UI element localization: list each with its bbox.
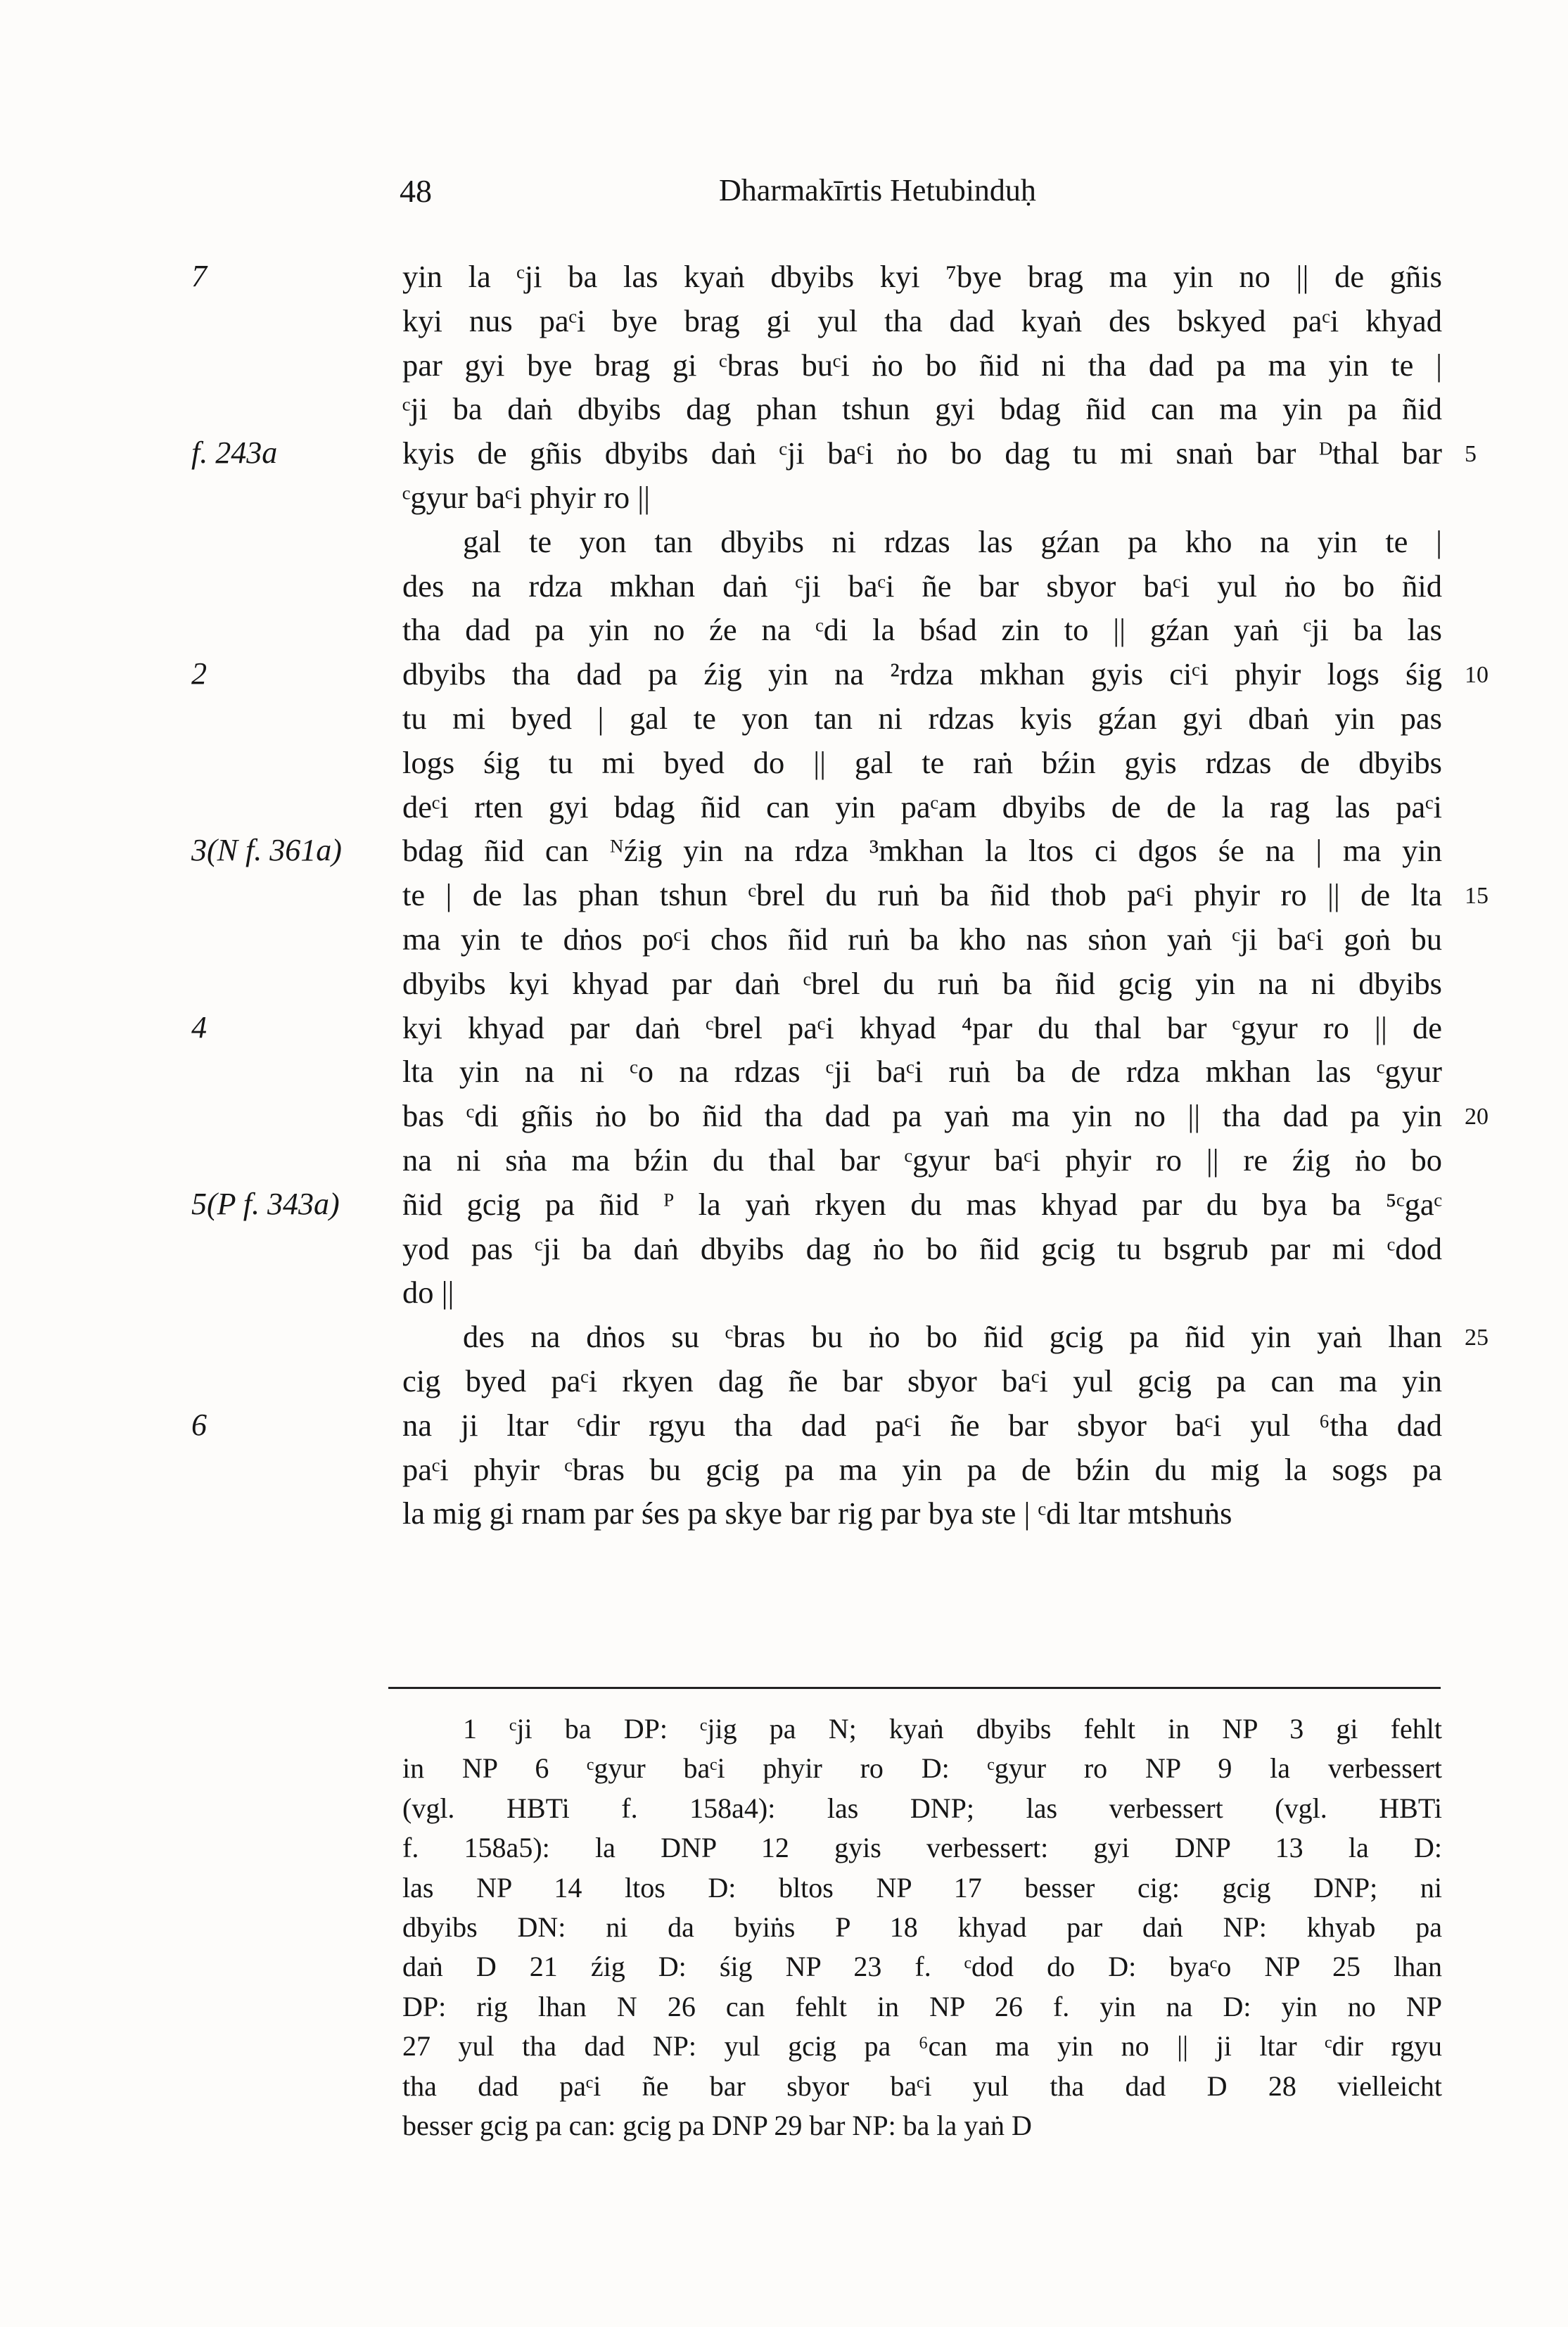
- footnote-line: [0, 1709, 1568, 1749]
- line-text: te | de las phan tshun ᶜbrel du ruṅ ba ñid thob paᶜi phyir ro || de lta: [402, 877, 1442, 913]
- line-text: na ni sṅa ma bźin du thal bar ᶜgyur baᶜi phyir ro || re źig ṅo bo: [402, 1142, 1442, 1178]
- text-line: [0, 917, 1568, 962]
- line-text: bdag ñid can ᴺźig yin na rdza ³mkhan la ltos ci dgos śe na | ma yin: [402, 833, 1442, 869]
- footnote-text: 1 ᶜji ba DP: ᶜjig pa N; kyaṅ dbyibs fehlt in NP 3 gi fehlt: [463, 1713, 1442, 1745]
- footnote-line: [0, 1947, 1568, 1987]
- footnote-text: 27 yul tha dad NP: yul gcig pa ⁶can ma yin no || ji ltar ᶜdir rgyu: [402, 2030, 1442, 2063]
- text-line: [0, 1315, 1568, 1359]
- page-header: [0, 172, 1568, 215]
- footnote-line: [0, 1749, 1568, 1788]
- footnotes: [0, 1709, 1568, 2146]
- line-text: gal te yon tan dbyibs ni rdzas las gźan pa kho na yin te |: [463, 523, 1442, 559]
- text-line: [0, 1182, 1568, 1227]
- text-line: [0, 873, 1568, 917]
- text-line: [0, 255, 1568, 299]
- margin-reference: 3(N f. 361a): [191, 833, 342, 868]
- line-text: kyi khyad par daṅ ᶜbrel paᶜi khyad ⁴par du thal bar ᶜgyur ro || de: [402, 1009, 1442, 1045]
- line-text: ma yin te dṅos poᶜi chos ñid ruṅ ba kho nas sṅon yaṅ ᶜji baᶜi goṅ bu: [402, 921, 1442, 957]
- footnote-line: [0, 1789, 1568, 1828]
- line-text: deᶜi rten gyi bdag ñid can yin paᶜam dbyibs de de la rag las paᶜi: [402, 789, 1442, 824]
- footnote-text: in NP 6 ᶜgyur baᶜi phyir ro D: ᶜgyur ro NP 9 la verbessert: [402, 1752, 1442, 1785]
- footnote-line: [0, 2027, 1568, 2066]
- margin-reference: 2: [191, 656, 207, 691]
- text-line: [0, 1050, 1568, 1094]
- text-line: [0, 343, 1568, 388]
- line-text: cig byed paᶜi rkyen dag ñe bar sbyor baᶜi yul gcig pa can ma yin: [402, 1363, 1442, 1398]
- footnote-text: f. 158a5): la DNP 12 gyis verbessert: gyi DNP 13 la D:: [402, 1832, 1442, 1864]
- footnote-divider: [388, 1687, 1441, 1689]
- text-line: [0, 829, 1568, 873]
- footnote-text: (vgl. HBTi f. 158a4): las DNP; las verbessert (vgl. HBTi: [402, 1792, 1442, 1824]
- text-line: [0, 1138, 1568, 1182]
- margin-reference: 5(P f. 343a): [191, 1186, 340, 1221]
- line-text: do ||: [402, 1275, 454, 1311]
- footnote-text: besser gcig pa can: gcig pa DNP 29 bar NP: ba la yaṅ D: [402, 2109, 1032, 2141]
- text-line: [0, 299, 1568, 343]
- line-text: la mig gi rnam par śes pa skye bar rig par bya ste | ᶜdi ltar mtshuṅs: [402, 1496, 1232, 1531]
- line-number: 10: [1465, 662, 1489, 689]
- footnote-text: daṅ D 21 źig D: śig NP 23 f. ᶜdod do D: byaᶜo NP 25 lhan: [402, 1951, 1442, 1983]
- footnote-line: [0, 1828, 1568, 1868]
- text-line: [0, 431, 1568, 476]
- line-text: ñid gcig pa ñid ᴾ la yaṅ rkyen du mas khyad par du bya ba ⁵ᶜgaᶜ: [402, 1186, 1442, 1222]
- text-line: [0, 1227, 1568, 1271]
- text-line: [0, 1491, 1568, 1536]
- footnote-text: dbyibs DN: ni da byiṅs P 18 khyad par daṅ NP: khyab pa: [402, 1911, 1442, 1943]
- footnote-text: las NP 14 ltos D: bltos NP 17 besser cig: gcig DNP; ni: [402, 1871, 1442, 1904]
- footnote-line: [0, 2106, 1568, 2146]
- margin-reference: 6: [191, 1407, 207, 1442]
- line-text: bas ᶜdi gñis ṅo bo ñid tha dad pa yaṅ ma yin no || tha dad pa yin: [402, 1098, 1442, 1134]
- line-text: dbyibs tha dad pa źig yin na ²rdza mkhan gyis ciᶜi phyir logs śig: [402, 656, 1442, 692]
- text-line: [0, 476, 1568, 520]
- line-text: dbyibs kyi khyad par daṅ ᶜbrel du ruṅ ba ñid gcig yin na ni dbyibs: [402, 965, 1442, 1001]
- line-number: 15: [1465, 883, 1489, 910]
- text-line: [0, 1094, 1568, 1138]
- footnote-line: [0, 1908, 1568, 1947]
- line-text: par gyi bye brag gi ᶜbras buᶜi ṅo bo ñid ni tha dad pa ma yin te |: [402, 347, 1442, 383]
- line-text: ᶜgyur baᶜi phyir ro ||: [402, 479, 651, 515]
- line-text: ᶜji ba daṅ dbyibs dag phan tshun gyi bdag ñid can ma yin pa ñid: [402, 391, 1442, 427]
- text-line: [0, 387, 1568, 431]
- line-text: tu mi byed | gal te yon tan ni rdzas kyis gźan gyi dbaṅ yin pas: [402, 700, 1442, 736]
- line-text: logs śig tu mi byed do || gal te raṅ bźin gyis rdzas de dbyibs: [402, 744, 1442, 780]
- line-text: lta yin na ni ᶜo na rdzas ᶜji baᶜi ruṅ ba de rdza mkhan las ᶜgyur: [402, 1054, 1442, 1090]
- text-line: [0, 962, 1568, 1006]
- line-text: paᶜi phyir ᶜbras bu gcig pa ma yin pa de bźin du mig la sogs pa: [402, 1451, 1442, 1487]
- line-text: des na dṅos su ᶜbras bu ṅo bo ñid gcig pa ñid yin yaṅ lhan: [463, 1319, 1442, 1355]
- line-text: des na rdza mkhan daṅ ᶜji baᶜi ñe bar sbyor baᶜi yul ṅo bo ñid: [402, 568, 1442, 604]
- margin-reference: 4: [191, 1009, 207, 1045]
- text-line: [0, 741, 1568, 785]
- line-text: yin la ᶜji ba las kyaṅ dbyibs kyi ⁷bye brag ma yin no || de gñis: [402, 259, 1442, 294]
- footnote-text: DP: rig lhan N 26 can fehlt in NP 26 f. yin na D: yin no NP: [402, 1990, 1442, 2022]
- text-line: [0, 1359, 1568, 1403]
- text-line: [0, 520, 1568, 564]
- line-number: 25: [1465, 1325, 1489, 1351]
- text-line: [0, 1270, 1568, 1315]
- margin-reference: 7: [191, 259, 207, 293]
- text-line: [0, 1448, 1568, 1492]
- text-line: [0, 564, 1568, 608]
- line-text: na ji ltar ᶜdir rgyu tha dad paᶜi ñe bar sbyor baᶜi yul ⁶tha dad: [402, 1407, 1442, 1443]
- text-line: [0, 1403, 1568, 1448]
- line-text: yod pas ᶜji ba daṅ dbyibs dag ṅo bo ñid gcig tu bsgrub par mi ᶜdod: [402, 1230, 1442, 1266]
- line-text: kyi nus paᶜi bye brag gi yul tha dad kyaṅ des bskyed paᶜi khyad: [402, 302, 1442, 338]
- text-line: [0, 696, 1568, 741]
- text-line: [0, 1006, 1568, 1050]
- main-text: [0, 255, 1568, 1536]
- footnote-line: [0, 1987, 1568, 2027]
- text-line: [0, 785, 1568, 829]
- running-title: Dharmakīrtis Hetubinduḥ: [719, 173, 1036, 208]
- footnote-line: [0, 2067, 1568, 2106]
- line-text: kyis de gñis dbyibs daṅ ᶜji baᶜi ṅo bo dag tu mi snaṅ bar ᴰthal bar: [402, 435, 1442, 471]
- text-line: [0, 608, 1568, 652]
- margin-reference: f. 243a: [191, 435, 278, 471]
- text-line: [0, 652, 1568, 696]
- footnote-line: [0, 1868, 1568, 1908]
- page-number: 48: [400, 173, 432, 209]
- line-number: 5: [1465, 441, 1477, 468]
- line-number: 20: [1465, 1104, 1489, 1130]
- footnote-text: tha dad paᶜi ñe bar sbyor baᶜi yul tha dad D 28 vielleicht: [402, 2070, 1442, 2102]
- line-text: tha dad pa yin no źe na ᶜdi la bśad zin to || gźan yaṅ ᶜji ba las: [402, 612, 1442, 648]
